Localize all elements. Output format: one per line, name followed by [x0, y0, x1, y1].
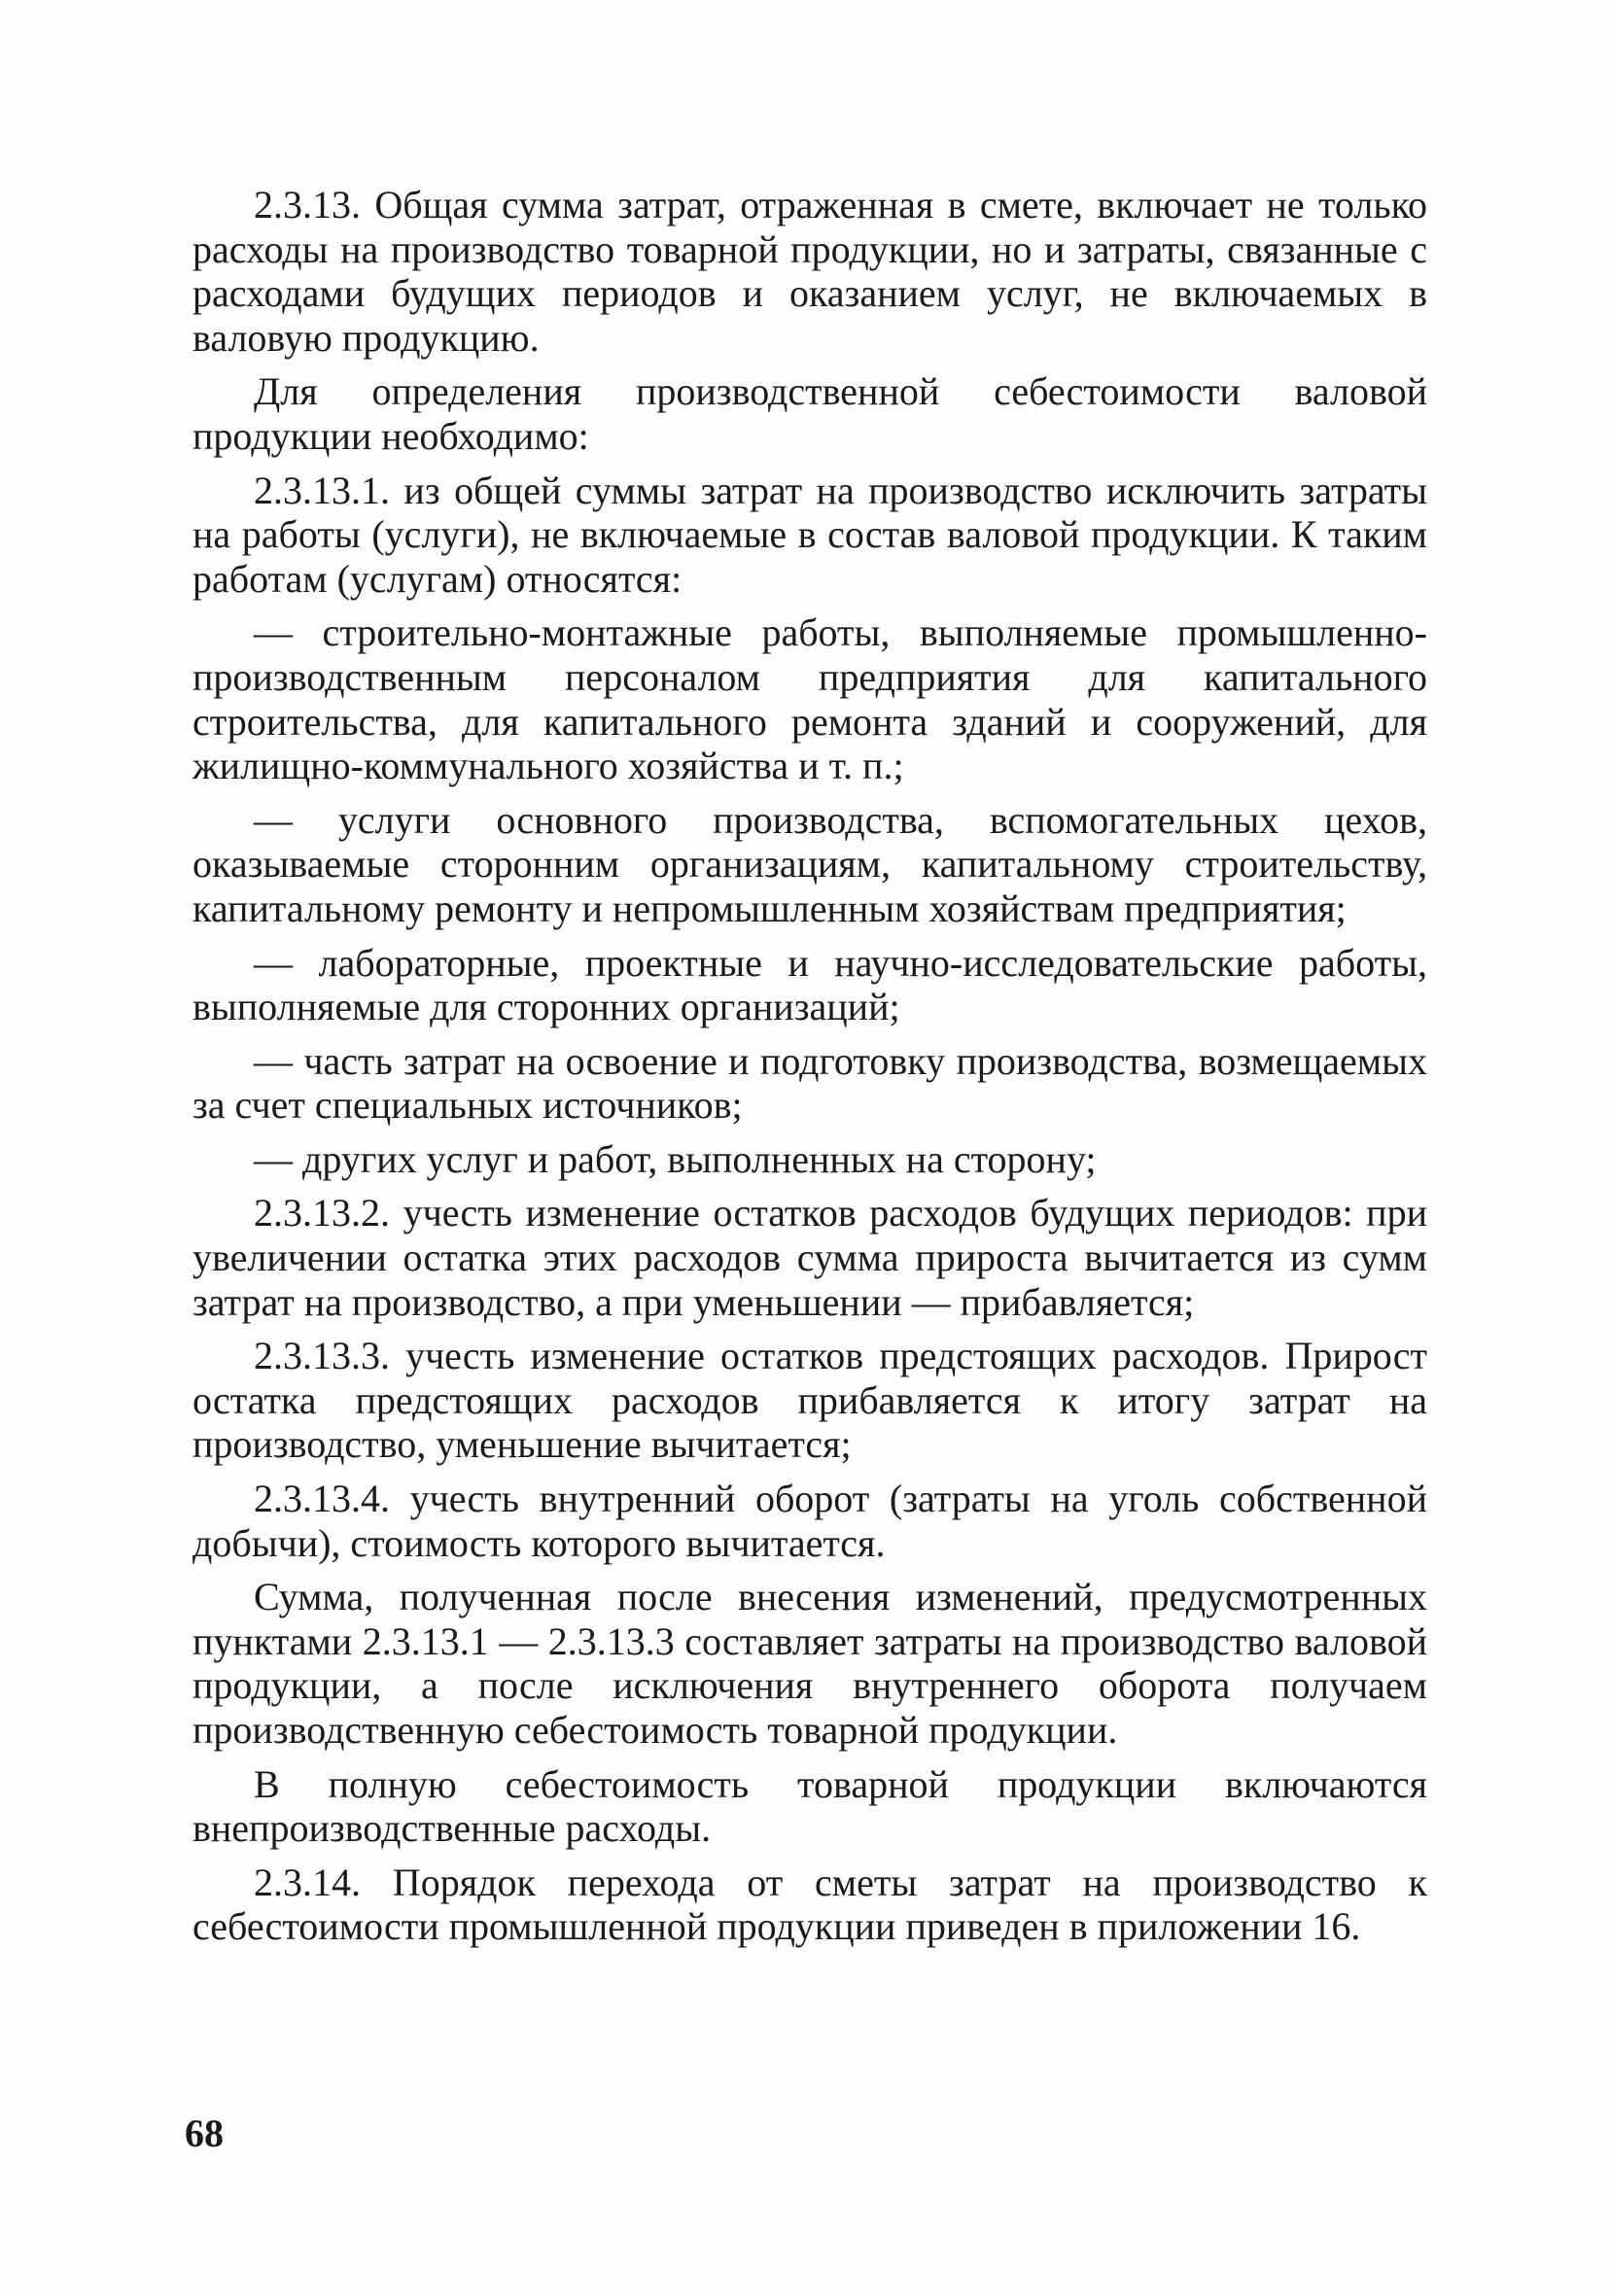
list-item-construction-works: — строительно-монтажные работы, выполняемые промышленно-производственным персоналом предприятия для капитального строительства, для капитального ремонта зданий и сооружений, для жилищно-коммунального хозяйства и т. п.;: [193, 610, 1427, 788]
paragraph-cost-determination: Для определения производственной себестоимости валовой продукции необходимо:: [193, 369, 1427, 458]
list-item-other-services: — других услуг и работ, выполненных на сторону;: [254, 1136, 1097, 1181]
paragraph-2-3-13: 2.3.13. Общая сумма затрат, отраженная в смете, включает не только расходы на производство товарной продукции, но и затраты, связанные с расходами будущих периодов и оказанием услуг, не включаемых в валовую продукцию.: [193, 183, 1427, 360]
list-item-laboratory-works: — лабораторные, проектные и научно-исследовательские работы, выполняемые для сторонних организаций;: [193, 940, 1427, 1029]
paragraph-2-3-13-2: 2.3.13.2. учесть изменение остатков расходов будущих периодов: при увеличении остатка этих расходов сумма прироста вычитается из сумм затрат на производство, а при уменьшении — прибавляется;: [193, 1191, 1427, 1324]
paragraph-sum-summary: Сумма, полученная после внесения изменений, предусмотренных пунктами 2.3.13.1 — 2.3.13.3 составляет затраты на производство валовой продукции, а после исключения внутреннего оборота получаем производственную себестоимость товарной продукции.: [193, 1575, 1427, 1752]
page-body: [193, 183, 1427, 1959]
paragraph-2-3-13-4: 2.3.13.4. учесть внутренний оборот (затраты на уголь собственной добычи), стоимость которого вычитается.: [193, 1477, 1427, 1565]
paragraph-2-3-13-1: 2.3.13.1. из общей суммы затрат на производство исключить затраты на работы (услуги), не включаемые в состав валовой продукции. К таким работам (услугам) относятся:: [193, 468, 1427, 601]
list-item-development-costs: — часть затрат на освоение и подготовку производства, возмещаемых за счет специальных источников;: [193, 1038, 1427, 1128]
paragraph-2-3-13-3: 2.3.13.3. учесть изменение остатков предстоящих расходов. Прирост остатка предстоящих расходов прибавляется к итогу затрат на производство, уменьшение вычитается;: [193, 1334, 1427, 1467]
paragraph-2-3-14: 2.3.14. Порядок перехода от сметы затрат на производство к себестоимости промышленной продукции приведен в приложении 16.: [193, 1860, 1427, 1949]
paragraph-full-cost: В полную себестоимость товарной продукции включаются внепроизводственные расходы.: [193, 1761, 1427, 1851]
list-item-main-production-services: — услуги основного производства, вспомогательных цехов, оказываемые сторонним организациям, капитальному строительству, капитальному ремонту и непромышленным хозяйствам предприятия;: [193, 797, 1427, 930]
page-number: 68: [185, 2111, 224, 2155]
